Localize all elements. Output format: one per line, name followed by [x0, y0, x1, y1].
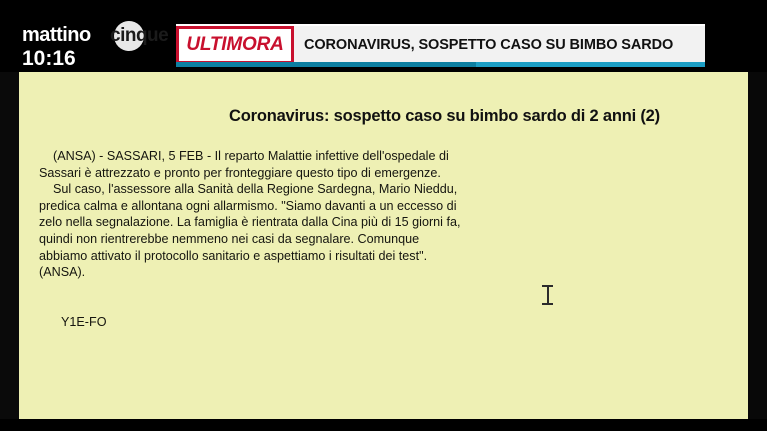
cursor-cap-top: [542, 285, 553, 287]
logo-text-primary: mattino: [22, 24, 91, 46]
breaking-news-label: ULTIMORA: [186, 34, 284, 55]
clock-display: 10:16: [22, 47, 76, 70]
text-cursor-icon: [542, 284, 553, 306]
logo-text-secondary: cinque: [110, 25, 169, 46]
page-left-margin: [0, 72, 19, 431]
document-area: [0, 72, 767, 431]
document-title: Coronavirus: sospetto caso su bimbo sardo di 2 anni (2): [229, 107, 660, 125]
document-body: [39, 148, 469, 281]
broadcast-top-bar: [0, 0, 767, 72]
cursor-cap-bottom: [542, 303, 553, 305]
banner-underline-accent: [176, 62, 476, 67]
page-bottom-bar: [0, 419, 767, 431]
cursor-stem: [547, 286, 549, 304]
document-paragraph: Sul caso, l'assessore alla Sanità della Regione Sardegna, Mario Nieddu, predica calma e allontana ogni allarmismo. "Siamo davanti a un eccesso di zelo nella segnalazione. La famiglia è rientrata dalla Cina più di 15 giorni fa, quindi non rientrerebbe nemmeno nei casi da segnalare. Comunque abbiamo attivato il protocollo sanitario e aspettiamo i risultati dei test". (ANSA).: [39, 182, 464, 280]
breaking-news-banner: [176, 24, 705, 64]
news-document-page[interactable]: [19, 72, 748, 431]
page-right-margin: [748, 72, 767, 431]
document-reference-code: Y1E-FO: [61, 315, 107, 329]
channel-logo: [22, 24, 169, 70]
logo-row: [22, 24, 169, 48]
breaking-news-headline: CORONAVIRUS, SOSPETTO CASO SU BIMBO SARDO: [304, 37, 674, 53]
document-paragraph: (ANSA) - SASSARI, 5 FEB - Il reparto Malattie infettive dell'ospedale di Sassari è attrezzato e pronto per fronteggiare questo tipo di emergenze.: [39, 149, 453, 180]
